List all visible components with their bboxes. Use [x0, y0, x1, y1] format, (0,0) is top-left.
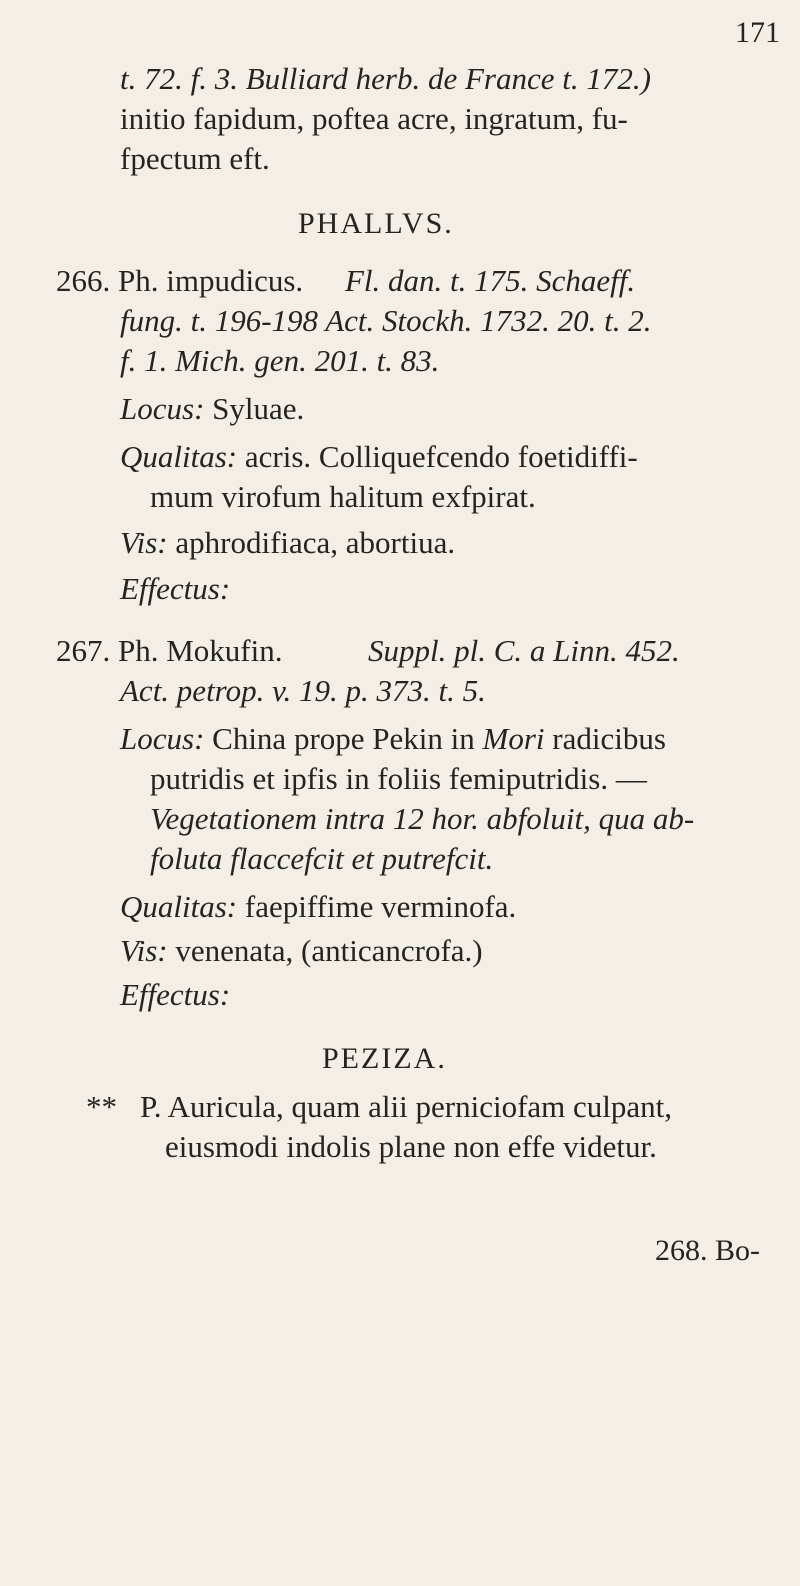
reference-continuation: t. 72. f. 3. Bulliard herb. de France t. 172.)	[120, 61, 651, 96]
text-line: fpectum eft.	[120, 141, 270, 176]
text-line: putridis et ipfis in foliis femiputridis. —	[150, 761, 647, 796]
species-reference: f. 1. Mich. gen. 201. t. 83.	[120, 343, 440, 378]
locus-value-italic: Mori	[482, 721, 545, 756]
species-reference: fung. t. 196-198 Act. Stockh. 1732. 20. t. 2.	[120, 303, 652, 338]
text-line-italic: Vegetationem intra 12 hor. abfoluit, qua ab-	[150, 801, 695, 836]
locus-label: Locus:	[120, 391, 205, 426]
text-line: eiusmodi indolis plane non effe videtur.	[165, 1129, 657, 1164]
locus-value-end: radicibus	[552, 721, 666, 756]
species-name: Ph. impudicus.	[118, 263, 304, 298]
vis-line	[120, 932, 483, 970]
genus-heading-phallus: PHALLVS.	[298, 207, 454, 240]
text-line: P. Auricula, quam alii perniciofam culpant,	[140, 1089, 673, 1124]
effectus-label: Effectus:	[120, 977, 231, 1012]
qualitas-label: Qualitas:	[120, 889, 238, 924]
vis-label: Vis:	[120, 525, 168, 560]
vis-line	[120, 524, 455, 562]
locus-value: China prope Pekin in	[212, 721, 475, 756]
text-line: mum virofum halitum exfpirat.	[150, 479, 536, 514]
page-number: 171	[735, 16, 780, 49]
locus-label: Locus:	[120, 721, 205, 756]
effectus-label: Effectus:	[120, 571, 231, 606]
text-line: initio fapidum, poftea acre, ingratum, fu-	[120, 101, 628, 136]
locus-line	[120, 720, 666, 758]
vis-label: Vis:	[120, 933, 168, 968]
qualitas-label: Qualitas:	[120, 439, 238, 474]
qualitas-value: acris. Colliquefcendo foetidiffi-	[244, 439, 638, 474]
species-reference: Suppl. pl. C. a Linn. 452.	[368, 633, 680, 668]
qualitas-line	[120, 888, 516, 926]
species-name: Ph. Mokufin.	[118, 633, 283, 668]
species-reference: Act. petrop. v. 19. p. 373. t. 5.	[120, 673, 486, 708]
vis-value: venenata, (anticancrofa.)	[175, 933, 483, 968]
entry-number: 266.	[56, 263, 111, 298]
qualitas-line	[120, 438, 638, 476]
entry-number: 267.	[56, 633, 111, 668]
species-reference: Fl. dan. t. 175. Schaeff.	[345, 263, 636, 298]
locus-line	[120, 390, 304, 428]
note-marker: **	[86, 1089, 117, 1124]
locus-value: Syluae.	[212, 391, 305, 426]
genus-heading-peziza: PEZIZA.	[322, 1042, 447, 1075]
text-line-italic: foluta flaccefcit et putrefcit.	[150, 841, 494, 876]
vis-value: aphrodifiaca, abortiua.	[175, 525, 456, 560]
qualitas-value: faepiffime verminofa.	[244, 889, 517, 924]
catchword: 268. Bo-	[655, 1234, 760, 1267]
